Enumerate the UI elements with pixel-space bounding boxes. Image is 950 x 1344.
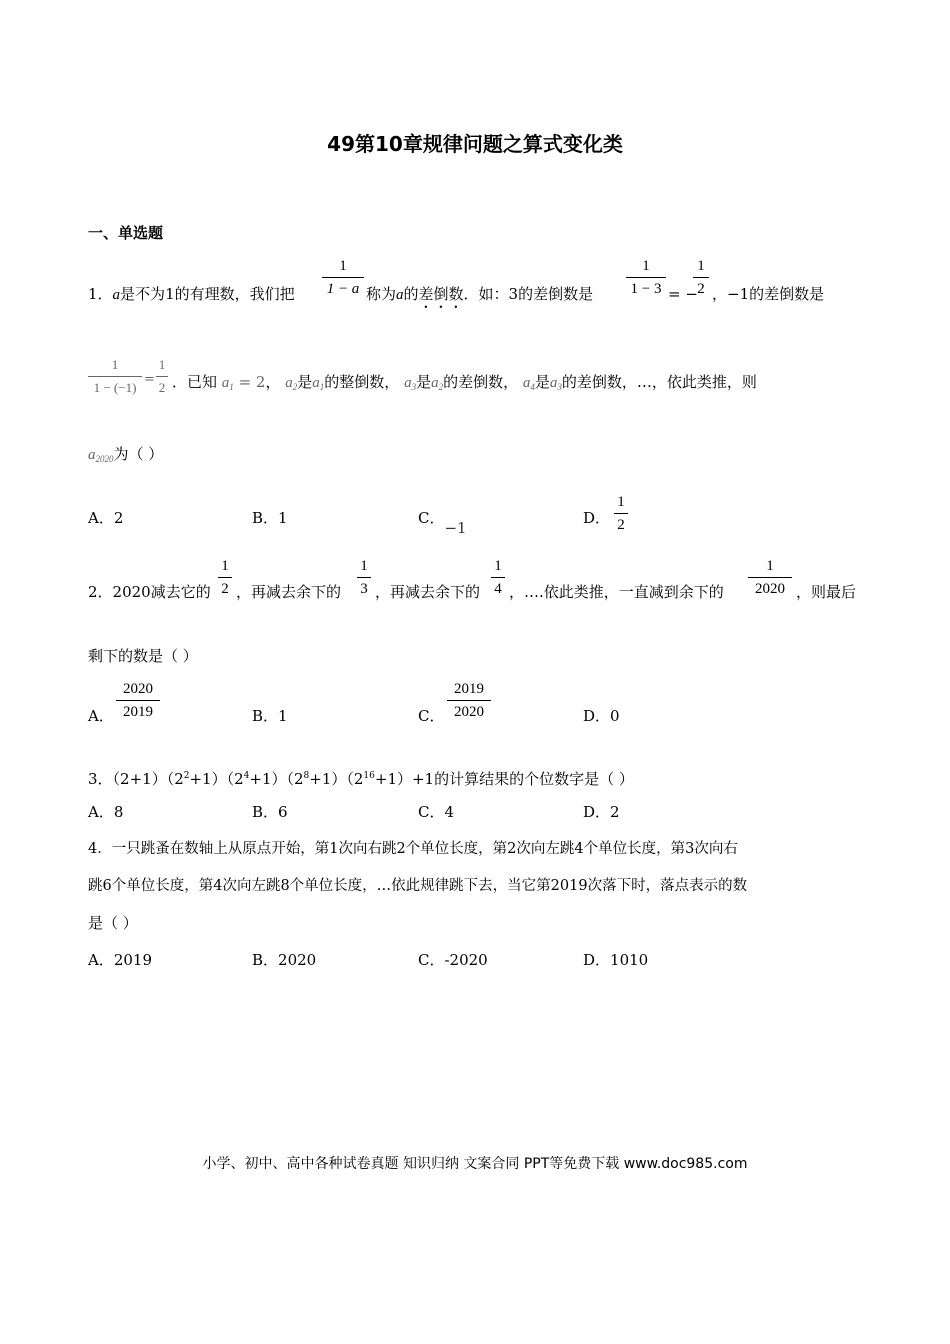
q3-exponent: 16 [363,771,375,781]
q1-line1b [366,284,593,312]
option-label: C． [418,509,445,527]
q2-option-c-fraction [447,680,491,721]
q4-option-b[interactable]: B．2020 [252,951,317,969]
q3-text: +1）+1的计算结果的个位数字是（ ） [374,770,634,788]
q1-option-a[interactable]: A．2 [88,509,124,527]
q1-a1: $a_1$ [221,375,234,392]
fraction-denominator: 1 − 3 [630,281,662,297]
fraction-numerator: 1 [221,558,229,574]
q3-option-a[interactable]: A．8 [88,803,124,821]
fraction-numerator: 1 [697,258,705,274]
q2-option-b[interactable]: B．1 [252,707,288,725]
fraction-denominator: 4 [494,581,502,597]
q3-exponent: 4 [243,771,250,781]
q1-text: ， [712,285,728,303]
q1-a2020: $a_{2020}$ [88,447,114,464]
q1-text: 的差倒数，…，依此类推，则 [561,373,757,391]
q1-emphasis: 差倒数 [418,285,464,303]
q2-line1d: ，….依此类推，一直减到余下的 [509,583,724,601]
fraction-denominator: 2019 [123,704,153,720]
fraction-denominator: 1 − a [326,281,360,297]
q1-text: 是 [416,373,432,391]
fraction-numerator: 1 [360,558,368,574]
q1-text: 1 [165,285,175,303]
fraction-denominator: 2 [221,581,229,597]
q1-fraction-1-over-1-minus-3 [626,257,666,298]
fraction-numerator: 1 [339,258,347,274]
q1-a4: $a_4$ [522,375,535,392]
q1-var-a: a [112,287,121,303]
fraction-denominator: 3 [360,581,368,597]
q1-var-a: a [396,287,404,303]
q2-fraction-2 [357,557,371,598]
q2-option-a-label[interactable]: A． [88,707,114,725]
q2-line1a: 2．2020减去它的 [88,583,211,601]
fraction-numerator: 1 [111,357,119,372]
q1-text: 是 [534,373,550,391]
q2-option-a-fraction [116,680,160,721]
q4-option-a[interactable]: A．2019 [88,951,153,969]
q1-text: −1 [727,285,750,303]
q4-line3: 是（ ） [88,914,138,932]
q1-option-c[interactable] [418,508,467,537]
fraction-denominator: 1 − (−1) [93,380,137,395]
q1-option-d-label[interactable]: D． [583,509,611,527]
q1-a3: $a_3$ [549,375,562,392]
q2-line1b: ，再减去余下的 [236,583,342,601]
fraction-numerator: 1 [642,258,650,274]
q3-text: +1）（2 [249,770,304,788]
q1-fraction-1-over-1-minus-a [322,257,364,298]
q1-text: 的有理数，我们把 [174,285,295,303]
q3-exponent: 2 [183,771,190,781]
q1-fraction-1-over-2 [693,257,709,298]
option-value: −1 [444,519,467,537]
q1-line3 [88,444,163,469]
q1-option-d-fraction [614,493,628,534]
section-heading: 一、单选题 [88,224,164,242]
q4-option-d[interactable]: D．1010 [583,951,649,969]
fraction-denominator: 2 [158,380,166,395]
q2-line2: 剩下的数是（ ） [88,647,198,665]
fraction-denominator: 2 [617,517,625,533]
q3-text: 3．（2+1）（2 [88,770,184,788]
q1-line1 [88,284,295,305]
q1-option-b[interactable]: B．1 [252,509,288,527]
page-title: 49第10章规律问题之算式变化类 [327,132,623,156]
q3-exponent: 8 [303,771,310,781]
q3-stem [88,766,634,789]
q2-fraction-1 [218,557,232,598]
q1-text: 的 [403,285,419,303]
q2-option-d[interactable]: D．0 [583,707,620,725]
q1-text: 的整倒数， [324,373,400,391]
q1-text: 的差倒数是 [749,285,825,303]
q3-text: +1）（2 [309,770,364,788]
q4-option-c[interactable]: C．-2020 [418,951,488,969]
q1-text: ， [265,373,281,391]
fraction-denominator: 2020 [454,704,484,720]
q2-fraction-3 [491,557,505,598]
q1-text: 的差倒数， [443,373,519,391]
footer-text: 小学、初中、高中各种试卷真题 知识归纳 文案合同 PPT等免费下载 www.doc985.com [202,1156,748,1172]
q1-text: 是不为 [120,285,166,303]
q1-a1-value: = 2 [238,373,266,391]
q1-line2 [172,372,757,397]
q1-a3: $a_3$ [404,375,417,392]
q1-text: ．已知 [172,373,218,391]
q3-option-c[interactable]: C．4 [418,803,455,821]
fraction-numerator: 2020 [123,681,153,697]
fraction-numerator: 1 [766,558,774,574]
q1-text: 是 [297,373,313,391]
q3-text: +1）（2 [189,770,244,788]
fraction-numerator: 2019 [454,681,484,697]
fraction-numerator: 1 [158,357,166,372]
q1-text: ．如：3的差倒数是 [463,285,594,303]
q1-a2: $a_2$ [431,375,444,392]
q2-line1e: ，则最后 [796,583,857,601]
q1-number: 1． [88,285,113,303]
q1-fraction-1-over-1-minus-neg1 [88,356,142,397]
q2-line1c: ，再减去余下的 [375,583,481,601]
q1-a1: $a_1$ [312,375,325,392]
q1-a2: $a_2$ [285,375,298,392]
q1-line1c [712,284,824,304]
q3-option-d[interactable]: D．2 [583,803,620,821]
q4-line2: 跳6个单位长度，第4次向左跳8个单位长度，…依此规律跳下去，当它第2019次落下时，落点表示的数 [88,878,748,894]
q1-text: 为（ ） [113,445,164,463]
fraction-numerator: 1 [494,558,502,574]
q2-fraction-4 [748,557,792,598]
fraction-denominator: 2020 [755,581,785,597]
q1-equals: = − [668,285,698,303]
q1-fraction-1-over-2b [156,356,168,397]
q1-equals-2: = [144,372,155,387]
q4-line1: 4．一只跳蚤在数轴上从原点开始，第1次向右跳2个单位长度，第2次向左跳4个单位长度，第3次向右 [88,841,738,857]
fraction-denominator: 2 [697,281,705,297]
q1-text: 称为 [366,285,397,303]
fraction-numerator: 1 [617,494,625,510]
q3-option-b[interactable]: B．6 [252,803,288,821]
q2-option-c-label[interactable]: C． [418,707,445,725]
